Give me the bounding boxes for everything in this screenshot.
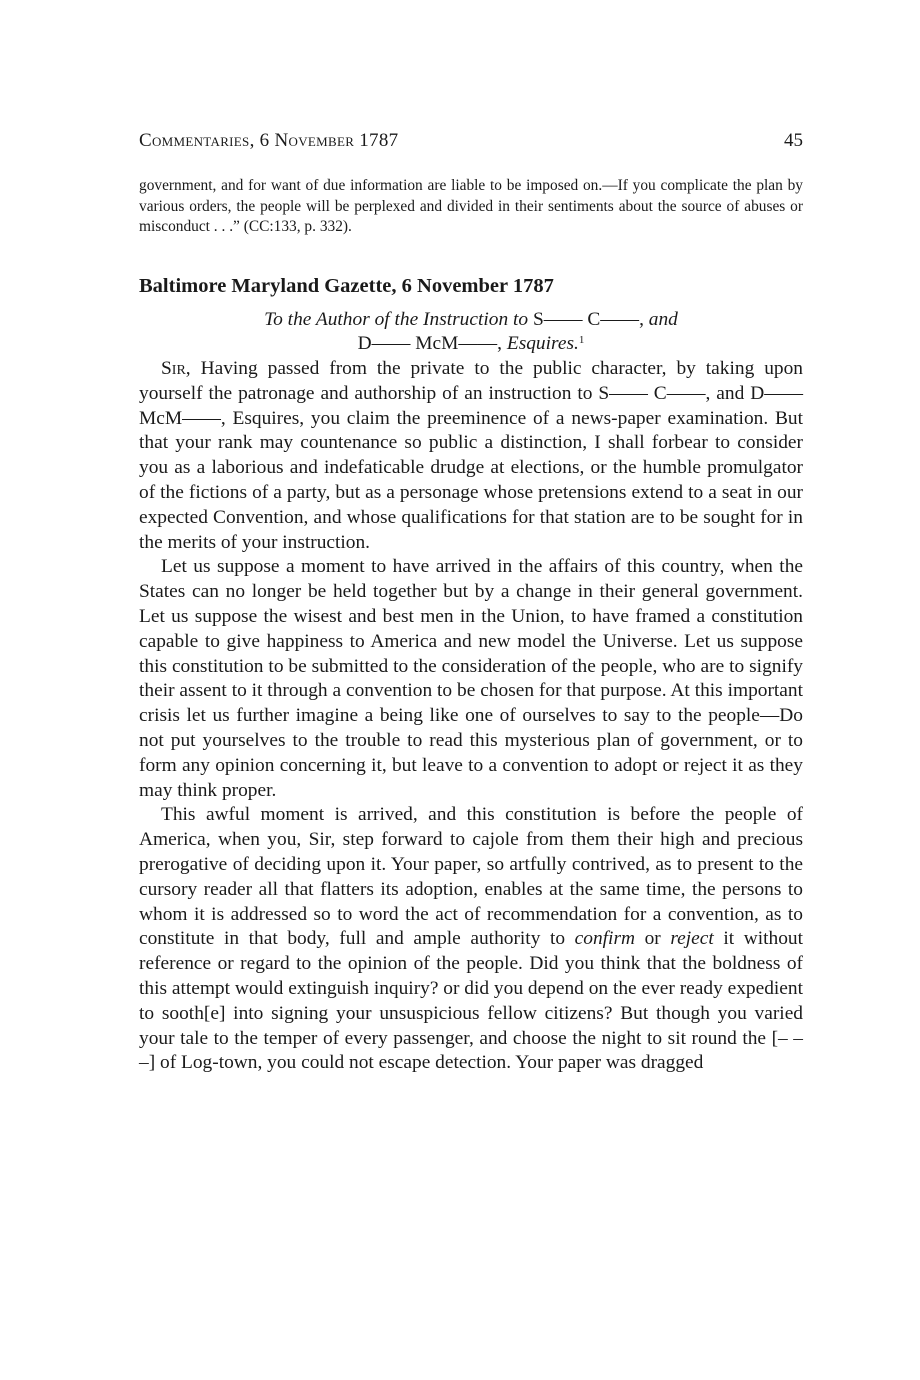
article-title: Baltimore Maryland Gazette, 6 November 1787 [139, 274, 554, 297]
paragraph-1-text: , Having passed from the private to the public character, by taking upon yourself the patronage and authorship of an instruction to S—— C——, and D—— McM——, Esquires, you claim the preeminence of a news-paper examination. But that your rank may countenance so public a distinction, I shall forbear to consider you as a laborious and indefaticable drudge at elections, or the humble promulgator of the fictions of a party, but as a personage whose pretensions extend to a seat in our expected Convention, and whose qualifications for that station are to be sought for in the merits of your instruction. [139, 358, 803, 553]
address-and: and [648, 308, 678, 330]
address-prefix: To the Author of the Instruction to [264, 308, 529, 330]
body-paragraph-1 [139, 357, 803, 555]
body-paragraph-2: Let us suppose a moment to have arrived in the affairs of this country, when the States can no longer be held together but by a change in their general government. Let us suppose the wisest and best men in the Union, to have framed a constitution capable to give happiness to America and new model the Universe. Let us suppose this constitution to be submitted to the consideration of the people, who are to signify their assent to it through a convention to be chosen for that purpose. At this important crisis let us further imagine a being like one of ourselves to say to the people—Do not put yourselves to the trouble to read this mysterious plan of government, or to form any opinion concerning it, but leave to a convention to adopt or reject it as they may think proper. [139, 556, 803, 801]
footnote-marker: 1 [578, 334, 585, 347]
page-number: 45 [784, 130, 803, 151]
address-line-1 [139, 308, 803, 333]
carry-over-paragraph: government, and for want of due information are liable to be imposed on.—If you complicate the plan by various orders, the people will be perplexed and divided in their sentiments about the source of abuses or misconduct . . .” (CC:133, p. 332). [139, 177, 803, 235]
salutation: Sir [161, 358, 186, 380]
word-confirm: confirm [574, 928, 635, 950]
address-esquires: Esquires. [506, 333, 579, 355]
address-line-2 [139, 332, 803, 357]
running-head [139, 128, 803, 154]
document-page [139, 128, 803, 1076]
running-head-title: Commentaries, 6 November 1787 [139, 130, 399, 151]
word-reject: reject [670, 928, 714, 950]
paragraph-3-text-b: it without reference or regard to the opinion of the people. Did you think that the boldness of this attempt would extinguish inquiry? or did you depend on the ever ready expedient to sooth[e] into signing your unsuspicious fellow citizens? But though you varied your tale to the temper of every passenger, and choose the night to sit round the [– – –] of Log-town, you could not escape detection. Your paper was dragged [139, 928, 803, 1074]
word-or: or [635, 928, 671, 950]
address-names-1: S—— C——, [528, 308, 649, 330]
paragraph-3-text-a: This awful moment is arrived, and this constitution is before the people of America, when you, Sir, step forward to cajole from them their high and precious prerogative of deciding upon it. Your paper, so artfully contrived, as to present to the cursory reader all that flatters its adoption, enables at the same time, the persons to whom it is addressed so to word the act of recommendation for a convention, as to constitute in that body, full and ample authority to [139, 804, 803, 950]
address-names-2: D—— McM——, [357, 333, 507, 355]
body-paragraph-3 [139, 803, 803, 1076]
